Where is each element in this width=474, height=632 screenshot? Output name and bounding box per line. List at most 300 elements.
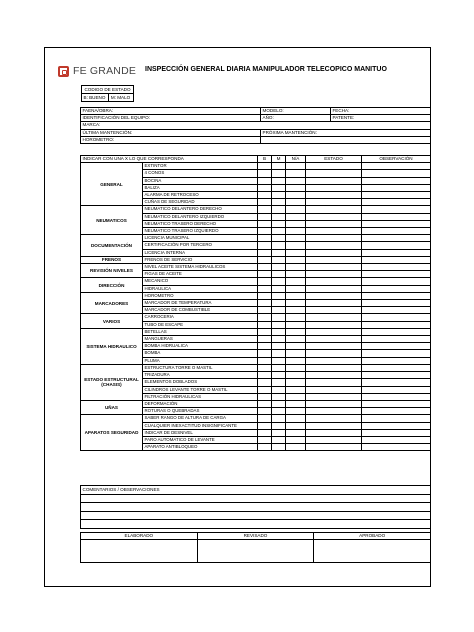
- observacion-cell[interactable]: [362, 278, 431, 285]
- m-cell[interactable]: [272, 422, 286, 429]
- m-cell[interactable]: [272, 372, 286, 379]
- estado-cell[interactable]: [306, 206, 362, 213]
- m-cell[interactable]: [272, 242, 286, 249]
- observacion-cell[interactable]: [362, 220, 431, 227]
- modelo-field[interactable]: MODELO:: [261, 108, 331, 115]
- m-cell[interactable]: [272, 444, 286, 451]
- checklist-item-label: HIDRAULICA: [143, 285, 258, 292]
- estado-cell[interactable]: [306, 422, 362, 429]
- observacion-cell[interactable]: [362, 213, 431, 220]
- na-cell[interactable]: [286, 343, 306, 350]
- m-cell[interactable]: [272, 336, 286, 343]
- m-cell[interactable]: [272, 220, 286, 227]
- estado-cell[interactable]: [306, 328, 362, 335]
- checklist-row: [81, 328, 431, 335]
- category-documentacion: DOCUMENTACIÓN: [81, 235, 143, 257]
- m-cell[interactable]: [272, 213, 286, 220]
- category-general: GENERAL: [81, 163, 143, 206]
- na-cell[interactable]: [286, 408, 306, 415]
- checklist-item-label: LICENCIA MUNICIPAL: [143, 235, 258, 242]
- m-cell[interactable]: [272, 343, 286, 350]
- form-title: INSPECCIÓN GENERAL DIARIA MANIPULADOR TELECOPICO MANITUO: [145, 66, 387, 73]
- comment-line[interactable]: [81, 511, 431, 520]
- observacion-cell[interactable]: [362, 256, 431, 263]
- estado-cell[interactable]: [306, 228, 362, 235]
- observacion-cell[interactable]: [362, 300, 431, 307]
- m-cell[interactable]: [272, 249, 286, 256]
- estado-cell[interactable]: [306, 343, 362, 350]
- checklist-item-label: CERTIFICACIÓN POR TERCERO: [143, 242, 258, 249]
- checklist-item-label: CILINDROS LEVANTE TORRE O MASTIL: [143, 386, 258, 393]
- estado-cell[interactable]: [306, 220, 362, 227]
- m-cell[interactable]: [272, 264, 286, 271]
- estado-cell[interactable]: [306, 357, 362, 364]
- estado-cell[interactable]: [306, 408, 362, 415]
- na-cell[interactable]: [286, 328, 306, 335]
- observacion-cell[interactable]: [362, 271, 431, 278]
- checklist-item-label: NIVEL ACEITE SISTEMA HIDRAULICOS: [143, 264, 258, 271]
- m-cell[interactable]: [272, 235, 286, 242]
- m-cell[interactable]: [272, 436, 286, 443]
- estado-cell[interactable]: [306, 264, 362, 271]
- observacion-cell[interactable]: [362, 292, 431, 299]
- b-cell[interactable]: [258, 292, 272, 299]
- observacion-cell[interactable]: [362, 235, 431, 242]
- estado-cell[interactable]: [306, 321, 362, 328]
- observacion-cell[interactable]: [362, 249, 431, 256]
- observacion-cell[interactable]: [362, 285, 431, 292]
- estado-cell[interactable]: [306, 292, 362, 299]
- estado-cell[interactable]: [306, 278, 362, 285]
- na-cell[interactable]: [286, 350, 306, 357]
- faena-field[interactable]: FAENA/OBRA:: [81, 108, 261, 115]
- na-cell[interactable]: [286, 177, 306, 184]
- na-cell[interactable]: [286, 300, 306, 307]
- m-cell[interactable]: [272, 379, 286, 386]
- checklist-item-label: EXTINTOR: [143, 163, 258, 170]
- m-cell[interactable]: [272, 285, 286, 292]
- m-cell[interactable]: [272, 192, 286, 199]
- b-cell[interactable]: [258, 264, 272, 271]
- na-cell[interactable]: [286, 213, 306, 220]
- b-cell[interactable]: [258, 328, 272, 335]
- observacion-cell[interactable]: [362, 228, 431, 235]
- checklist-item-label: FIGAS DE ACEITE: [143, 271, 258, 278]
- checklist-item-label: PLUMA: [143, 357, 258, 364]
- checklist-item-label: MARCADOR DE COMBUSTIBLE: [143, 307, 258, 314]
- b-cell[interactable]: [258, 177, 272, 184]
- comments-label: COMENTARIOS / OBSERVACIONES: [81, 486, 431, 495]
- na-cell[interactable]: [286, 285, 306, 292]
- na-cell[interactable]: [286, 357, 306, 364]
- b-cell[interactable]: [258, 321, 272, 328]
- b-cell[interactable]: [258, 422, 272, 429]
- na-cell[interactable]: [286, 163, 306, 170]
- checklist-item-label: ELEMENTOS DOBLADOS: [143, 379, 258, 386]
- b-cell[interactable]: [258, 372, 272, 379]
- b-cell[interactable]: [258, 163, 272, 170]
- category-varios: VARIOS: [81, 314, 143, 328]
- signature-section: [80, 532, 431, 563]
- m-cell[interactable]: [272, 386, 286, 393]
- observacion-cell[interactable]: [362, 328, 431, 335]
- checklist-row: [81, 264, 431, 271]
- observacion-cell[interactable]: [362, 350, 431, 357]
- checklist-row: [81, 235, 431, 242]
- category-aparatos-seguridad: APARATOS SEGURIDAD: [81, 415, 143, 451]
- observacion-cell[interactable]: [362, 408, 431, 415]
- category-frenos: FRENOS: [81, 256, 143, 263]
- estado-cell[interactable]: [306, 393, 362, 400]
- b-cell[interactable]: [258, 220, 272, 227]
- na-cell[interactable]: [286, 264, 306, 271]
- checklist-body: [81, 163, 431, 451]
- checklist-item-label: 4 CONOS: [143, 170, 258, 177]
- inspection-checklist: [80, 155, 431, 451]
- m-cell[interactable]: [272, 177, 286, 184]
- category-sistema-hidraulico: SISTEMA HIDRAULICO: [81, 328, 143, 364]
- b-cell[interactable]: [258, 206, 272, 213]
- b-cell[interactable]: [258, 364, 272, 371]
- checklist-item-label: BOCINA: [143, 177, 258, 184]
- category-neumaticos: NEUMATICOS: [81, 206, 143, 235]
- observacion-cell[interactable]: [362, 199, 431, 206]
- checklist-row: [81, 314, 431, 321]
- status-code-legend: [81, 85, 134, 102]
- m-cell[interactable]: [272, 393, 286, 400]
- col-header-na: N/A: [286, 156, 306, 163]
- code-good: B: BUENO: [82, 94, 109, 102]
- na-cell[interactable]: [286, 292, 306, 299]
- na-cell[interactable]: [286, 206, 306, 213]
- checklist-item-label: INDICAR DE DESNIVEL: [143, 429, 258, 436]
- observacion-cell[interactable]: [362, 343, 431, 350]
- observacion-cell[interactable]: [362, 422, 431, 429]
- b-cell[interactable]: [258, 393, 272, 400]
- observacion-cell[interactable]: [362, 321, 431, 328]
- na-cell[interactable]: [286, 415, 306, 422]
- checklist-item-label: MECANICO: [143, 278, 258, 285]
- elaborado-label: ELABORADO: [81, 533, 198, 540]
- estado-cell[interactable]: [306, 386, 362, 393]
- na-cell[interactable]: [286, 220, 306, 227]
- b-cell[interactable]: [258, 170, 272, 177]
- b-cell[interactable]: [258, 184, 272, 191]
- b-cell[interactable]: [258, 429, 272, 436]
- b-cell[interactable]: [258, 228, 272, 235]
- m-cell[interactable]: [272, 321, 286, 328]
- estado-cell[interactable]: [306, 177, 362, 184]
- checklist-row: [81, 206, 431, 213]
- observacion-cell[interactable]: [362, 177, 431, 184]
- estado-cell[interactable]: [306, 170, 362, 177]
- observacion-cell[interactable]: [362, 314, 431, 321]
- form-page: [44, 47, 431, 587]
- checklist-item-label: TUBO DE ESCAPE: [143, 321, 258, 328]
- na-cell[interactable]: [286, 379, 306, 386]
- m-cell[interactable]: [272, 307, 286, 314]
- observacion-cell[interactable]: [362, 415, 431, 422]
- estado-cell[interactable]: [306, 336, 362, 343]
- marca-field[interactable]: MARCA:: [81, 122, 431, 129]
- observacion-cell[interactable]: [362, 379, 431, 386]
- ultima-mantencion-field[interactable]: ÚLTIMA MANTENCIÓN:: [81, 129, 261, 136]
- m-cell[interactable]: [272, 408, 286, 415]
- observacion-cell[interactable]: [362, 372, 431, 379]
- b-cell[interactable]: [258, 199, 272, 206]
- category-revision-niveles: REVISIÓN NIVELES: [81, 264, 143, 278]
- m-cell[interactable]: [272, 163, 286, 170]
- proxima-mantencion-field[interactable]: PRÓXIMA MANTENCIÓN:: [261, 129, 431, 136]
- m-cell[interactable]: [272, 400, 286, 407]
- b-cell[interactable]: [258, 271, 272, 278]
- company-logo: [58, 64, 136, 78]
- elaborado-signature-box[interactable]: [81, 540, 198, 563]
- m-cell[interactable]: [272, 170, 286, 177]
- estado-cell[interactable]: [306, 372, 362, 379]
- observacion-cell[interactable]: [362, 400, 431, 407]
- estado-cell[interactable]: [306, 184, 362, 191]
- comment-line[interactable]: [81, 520, 431, 529]
- na-cell[interactable]: [286, 228, 306, 235]
- estado-cell[interactable]: [306, 436, 362, 443]
- observacion-cell[interactable]: [362, 307, 431, 314]
- b-cell[interactable]: [258, 379, 272, 386]
- checklist-item-label: NEUMATICO TRASERO IZQUIERDO: [143, 228, 258, 235]
- checklist-item-label: ROTURAS O QUEBRADAS: [143, 408, 258, 415]
- estado-cell[interactable]: [306, 307, 362, 314]
- estado-cell[interactable]: [306, 300, 362, 307]
- b-cell[interactable]: [258, 278, 272, 285]
- equipment-info-table: [80, 107, 431, 144]
- na-cell[interactable]: [286, 314, 306, 321]
- b-cell[interactable]: [258, 436, 272, 443]
- estado-cell[interactable]: [306, 213, 362, 220]
- b-cell[interactable]: [258, 408, 272, 415]
- b-cell[interactable]: [258, 242, 272, 249]
- estado-cell[interactable]: [306, 242, 362, 249]
- checklist-item-label: CUALQUIER INEXACTITUD INSIGNIFICANTE: [143, 422, 258, 429]
- checklist-item-label: NEUMATICO TRASERO DERECHO: [143, 220, 258, 227]
- observacion-cell[interactable]: [362, 436, 431, 443]
- anio-field[interactable]: AÑO:: [261, 115, 331, 122]
- observacion-cell[interactable]: [362, 192, 431, 199]
- comment-line[interactable]: [81, 503, 431, 512]
- b-cell[interactable]: [258, 307, 272, 314]
- estado-cell[interactable]: [306, 235, 362, 242]
- estado-cell[interactable]: [306, 429, 362, 436]
- na-cell[interactable]: [286, 400, 306, 407]
- m-cell[interactable]: [272, 256, 286, 263]
- observacion-cell[interactable]: [362, 357, 431, 364]
- checklist-row: [81, 400, 431, 407]
- b-cell[interactable]: [258, 285, 272, 292]
- m-cell[interactable]: [272, 350, 286, 357]
- observacion-cell[interactable]: [362, 393, 431, 400]
- b-cell[interactable]: [258, 415, 272, 422]
- na-cell[interactable]: [286, 372, 306, 379]
- b-cell[interactable]: [258, 343, 272, 350]
- m-cell[interactable]: [272, 228, 286, 235]
- b-cell[interactable]: [258, 357, 272, 364]
- category-marcadores: MARCADORES: [81, 292, 143, 314]
- col-header-b: B: [258, 156, 272, 163]
- na-cell[interactable]: [286, 393, 306, 400]
- m-cell[interactable]: [272, 328, 286, 335]
- estado-cell[interactable]: [306, 350, 362, 357]
- category-unas: UÑAS: [81, 400, 143, 414]
- na-cell[interactable]: [286, 422, 306, 429]
- estado-cell[interactable]: [306, 379, 362, 386]
- checklist-item-label: APARATO ANTIBLOQUEO: [143, 444, 258, 451]
- m-cell[interactable]: [272, 364, 286, 371]
- estado-cell[interactable]: [306, 314, 362, 321]
- comments-section: [80, 485, 431, 529]
- logo-mark-icon: [58, 66, 69, 77]
- na-cell[interactable]: [286, 307, 306, 314]
- checklist-item-label: NEUMATICO DELANTERO IZQUIERDO: [143, 213, 258, 220]
- checklist-item-label: NEUMATICO DELANTERO DERECHO: [143, 206, 258, 213]
- na-cell[interactable]: [286, 192, 306, 199]
- horometro-value[interactable]: [261, 136, 431, 143]
- estado-cell[interactable]: [306, 400, 362, 407]
- m-cell[interactable]: [272, 271, 286, 278]
- aprobado-label: APROBADO: [314, 533, 431, 540]
- b-cell[interactable]: [258, 336, 272, 343]
- observacion-cell[interactable]: [362, 264, 431, 271]
- col-header-m: M: [272, 156, 286, 163]
- checklist-item-label: SABER RANGO DE ALTURA DE CARGA: [143, 415, 258, 422]
- estado-cell[interactable]: [306, 163, 362, 170]
- estado-cell[interactable]: [306, 271, 362, 278]
- na-cell[interactable]: [286, 184, 306, 191]
- m-cell[interactable]: [272, 357, 286, 364]
- estado-cell[interactable]: [306, 249, 362, 256]
- aprobado-signature-box[interactable]: [314, 540, 431, 563]
- checklist-item-label: BALIZA: [143, 184, 258, 191]
- m-cell[interactable]: [272, 292, 286, 299]
- na-cell[interactable]: [286, 436, 306, 443]
- category-estado-estructural-chasis: ESTADO ESTRUCTURAL (CHASIS): [81, 364, 143, 400]
- checklist-item-label: BETELLAS: [143, 328, 258, 335]
- status-code-header: CODIGO DE ESTADO: [82, 86, 134, 94]
- estado-cell[interactable]: [306, 444, 362, 451]
- checklist-item-label: BOMBA: [143, 350, 258, 357]
- na-cell[interactable]: [286, 364, 306, 371]
- b-cell[interactable]: [258, 192, 272, 199]
- checklist-item-label: FRENOS DE SERVICIO: [143, 256, 258, 263]
- na-cell[interactable]: [286, 235, 306, 242]
- b-cell[interactable]: [258, 256, 272, 263]
- revisado-signature-box[interactable]: [197, 540, 314, 563]
- checklist-row: [81, 256, 431, 263]
- m-cell[interactable]: [272, 300, 286, 307]
- na-cell[interactable]: [286, 170, 306, 177]
- na-cell[interactable]: [286, 242, 306, 249]
- estado-cell[interactable]: [306, 415, 362, 422]
- col-header-estado: ESTADO: [306, 156, 362, 163]
- checklist-item-label: BOMBA HIDRUALICA: [143, 343, 258, 350]
- observacion-cell[interactable]: [362, 364, 431, 371]
- b-cell[interactable]: [258, 444, 272, 451]
- checklist-row: [81, 278, 431, 285]
- checklist-item-label: CUÑAS DE SEGURIDAD: [143, 199, 258, 206]
- revisado-label: REVISADO: [197, 533, 314, 540]
- checklist-item-label: MARCADOR DE TEMPERATURA: [143, 300, 258, 307]
- b-cell[interactable]: [258, 249, 272, 256]
- observacion-cell[interactable]: [362, 163, 431, 170]
- patente-field[interactable]: PATENTE:: [331, 115, 431, 122]
- checklist-instruction: INDICAR CON UNA X LO QUE CORRESPONDA: [81, 156, 258, 163]
- na-cell[interactable]: [286, 429, 306, 436]
- observacion-cell[interactable]: [362, 184, 431, 191]
- na-cell[interactable]: [286, 386, 306, 393]
- fecha-field[interactable]: FECHA:: [331, 108, 431, 115]
- na-cell[interactable]: [286, 256, 306, 263]
- col-header-observacion: OBSERVACIÓN: [362, 156, 431, 163]
- m-cell[interactable]: [272, 429, 286, 436]
- b-cell[interactable]: [258, 213, 272, 220]
- b-cell[interactable]: [258, 300, 272, 307]
- observacion-cell[interactable]: [362, 429, 431, 436]
- estado-cell[interactable]: [306, 364, 362, 371]
- m-cell[interactable]: [272, 314, 286, 321]
- horometro-field[interactable]: HOROMETRO:: [81, 136, 261, 143]
- b-cell[interactable]: [258, 350, 272, 357]
- b-cell[interactable]: [258, 314, 272, 321]
- na-cell[interactable]: [286, 271, 306, 278]
- estado-cell[interactable]: [306, 285, 362, 292]
- checklist-item-label: ESTRUCTURA TORRE O MASTIL: [143, 364, 258, 371]
- estado-cell[interactable]: [306, 199, 362, 206]
- na-cell[interactable]: [286, 249, 306, 256]
- observacion-cell[interactable]: [362, 444, 431, 451]
- logo-text: FE GRANDE: [73, 65, 137, 77]
- checklist-item-label: CARROCERIA: [143, 314, 258, 321]
- estado-cell[interactable]: [306, 256, 362, 263]
- observacion-cell[interactable]: [362, 242, 431, 249]
- b-cell[interactable]: [258, 235, 272, 242]
- observacion-cell[interactable]: [362, 386, 431, 393]
- observacion-cell[interactable]: [362, 206, 431, 213]
- na-cell[interactable]: [286, 336, 306, 343]
- checklist-item-label: LICENCIA INTERNA: [143, 249, 258, 256]
- checklist-row: [81, 292, 431, 299]
- observacion-cell[interactable]: [362, 336, 431, 343]
- m-cell[interactable]: [272, 206, 286, 213]
- identificacion-field[interactable]: IDENTIFICACIÓN DEL EQUIPO:: [81, 115, 261, 122]
- comment-line[interactable]: [81, 494, 431, 503]
- checklist-item-label: MANGUERAS: [143, 336, 258, 343]
- checklist-item-label: FILTRACIÓN HIDRAULICAS: [143, 393, 258, 400]
- estado-cell[interactable]: [306, 192, 362, 199]
- m-cell[interactable]: [272, 415, 286, 422]
- na-cell[interactable]: [286, 444, 306, 451]
- m-cell[interactable]: [272, 184, 286, 191]
- na-cell[interactable]: [286, 199, 306, 206]
- checklist-row: [81, 364, 431, 371]
- observacion-cell[interactable]: [362, 170, 431, 177]
- m-cell[interactable]: [272, 199, 286, 206]
- b-cell[interactable]: [258, 386, 272, 393]
- b-cell[interactable]: [258, 400, 272, 407]
- na-cell[interactable]: [286, 321, 306, 328]
- na-cell[interactable]: [286, 278, 306, 285]
- checklist-item-label: TRIZADURA: [143, 372, 258, 379]
- category-direccion: DIRECCIÓN: [81, 278, 143, 292]
- checklist-item-label: PARO AUTOMATICO DE LEVANTE: [143, 436, 258, 443]
- m-cell[interactable]: [272, 278, 286, 285]
